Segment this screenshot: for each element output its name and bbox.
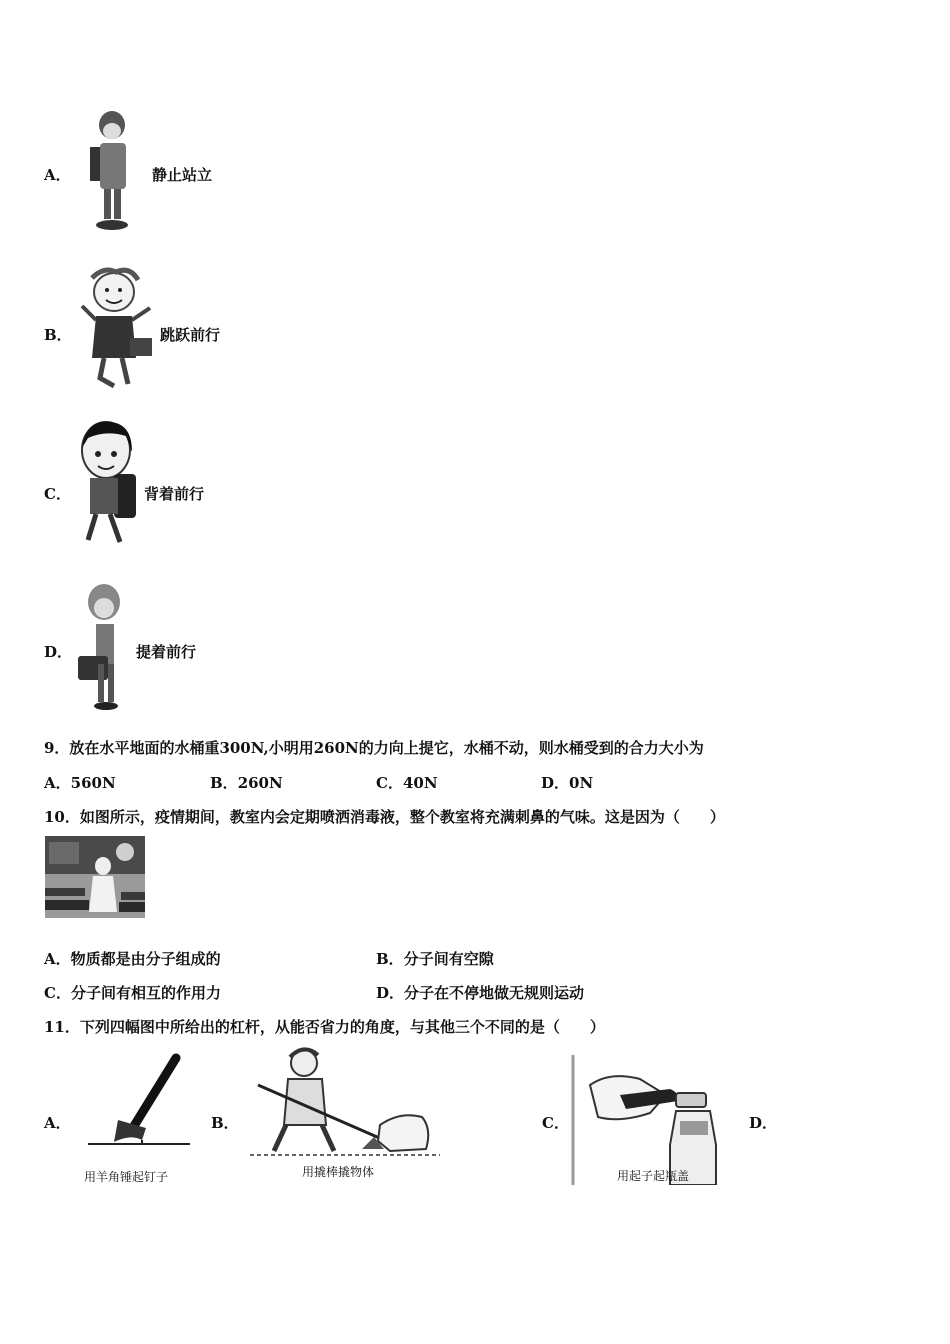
crowbar-prying-image xyxy=(250,1045,440,1159)
q10-option-b xyxy=(376,948,494,969)
q9-option-b-text: 260N xyxy=(237,774,283,792)
q11-option-b-caption: 用撬棒撬物体 xyxy=(302,1165,375,1179)
q9-option-c xyxy=(376,772,438,793)
q8-option-c-label: 背着前行 xyxy=(144,485,205,503)
carrying-child-image xyxy=(76,580,134,716)
q11-stem: 11．下列四幅图中所给出的杠杆，从能否省力的角度，与其他三个不同的是（ ） xyxy=(44,1018,605,1036)
q11-option-a-caption: 用羊角锤起钉子 xyxy=(84,1170,169,1184)
backpack-child-image xyxy=(76,418,140,550)
q9-option-d xyxy=(541,772,593,793)
q8-option-b-label: 跳跃前行 xyxy=(160,326,221,344)
classroom-disinfection-image xyxy=(45,836,145,918)
q10-option-d xyxy=(376,982,584,1003)
standing-child-image xyxy=(80,105,142,237)
claw-hammer-image xyxy=(84,1052,194,1152)
q11-option-a-letter: A． xyxy=(44,1114,71,1132)
q9-option-a-text: 560N xyxy=(70,774,116,792)
bottle-opener-image xyxy=(570,1055,730,1185)
q9-option-d-letter: D． xyxy=(541,774,570,792)
q8-option-d-letter: D． xyxy=(44,643,73,661)
q9-option-c-text: 40N xyxy=(402,774,438,792)
q11-option-c-caption: 用起子起瓶盖 xyxy=(617,1169,690,1183)
q10-option-c-letter: C． xyxy=(44,984,71,1002)
q11-option-d-letter: D． xyxy=(749,1114,778,1132)
q10-option-a-letter: A． xyxy=(44,950,71,968)
q10-option-d-letter: D． xyxy=(376,984,405,1002)
q8-option-d-label: 提着前行 xyxy=(136,643,197,661)
q10-option-d-text: 分子在不停地做无规则运动 xyxy=(404,984,585,1002)
q10-option-c-text: 分子间有相互的作用力 xyxy=(70,984,221,1002)
q11-option-c-letter: C． xyxy=(542,1114,569,1132)
q11-option-b-letter: B． xyxy=(211,1114,239,1132)
q9-option-c-letter: C． xyxy=(376,774,403,792)
q10-option-a-text: 物质都是由分子组成的 xyxy=(70,950,221,968)
q8-option-c-letter: C． xyxy=(44,485,71,503)
q9-option-a-letter: A． xyxy=(44,774,71,792)
q9-option-d-text: 0N xyxy=(569,774,594,792)
q8-option-a-letter: A． xyxy=(44,166,71,184)
q9-stem: 9．放在水平地面的水桶重300N,小明用260N的力向上提它，水桶不动，则水桶受到的合力大小为 xyxy=(44,739,704,757)
q8-option-b-letter: B． xyxy=(44,326,72,344)
jumping-child-image xyxy=(74,266,158,398)
q8-option-a-label: 静止站立 xyxy=(152,166,213,184)
q9-option-b-letter: B． xyxy=(210,774,238,792)
q9-option-a xyxy=(44,772,116,793)
q9-option-b xyxy=(210,772,283,793)
q10-option-a xyxy=(44,948,221,969)
q10-stem: 10．如图所示，疫情期间，教室内会定期喷洒消毒液，整个教室将充满刺鼻的气味。这是因为（ ） xyxy=(44,808,725,826)
q10-option-c xyxy=(44,982,221,1003)
q10-option-b-letter: B． xyxy=(376,950,404,968)
q10-option-b-text: 分子间有空隙 xyxy=(403,950,494,968)
